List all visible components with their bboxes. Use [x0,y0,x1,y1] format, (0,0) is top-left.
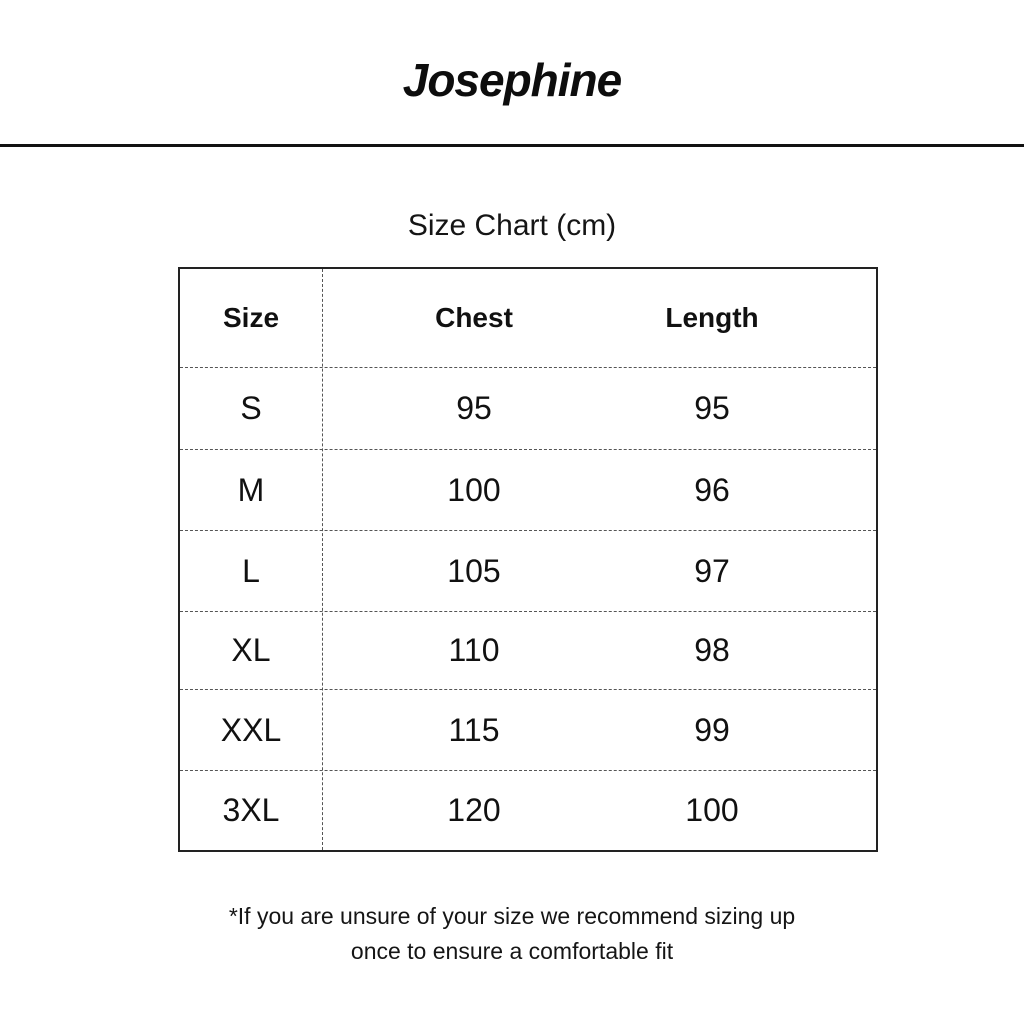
footnote-line-2: once to ensure a comfortable fit [350,938,674,964]
table-row [180,367,876,449]
length-cell: 99 [694,711,730,748]
size-cell: 3XL [222,792,280,828]
size-cell: XXL [220,711,282,748]
table-row [180,770,876,850]
length-cell: 100 [685,792,739,828]
footnote-line-1: *If you are unsure of your size we recommend sizing up [228,903,796,929]
length-cell: 98 [694,632,730,668]
chest-cell: 95 [456,390,492,426]
length-cell: 95 [694,390,730,426]
table-row [180,449,876,530]
header-chest: Chest [435,302,513,333]
header-divider [0,144,1024,147]
size-cell: M [237,471,265,508]
chest-cell: 120 [447,792,501,828]
brand-logo-text: Josephine [402,54,622,106]
table-row [180,530,876,611]
chest-cell: 105 [447,552,501,589]
header-size: Size [222,302,280,333]
chest-cell: 110 [448,632,500,668]
size-chart-table [178,267,878,852]
table-row [180,611,876,689]
size-cell: L [242,552,260,589]
size-cell: S [240,390,262,426]
header-length: Length [665,302,759,333]
length-cell: 97 [694,552,730,589]
table-row [180,689,876,770]
table-header-row [180,269,876,367]
chest-cell: 100 [447,471,501,508]
chart-title: Size Chart (cm) [407,209,617,242]
size-cell: XL [231,632,271,668]
chest-cell: 115 [448,711,500,748]
length-cell: 96 [694,471,730,508]
sizing-footnote [0,899,1024,969]
